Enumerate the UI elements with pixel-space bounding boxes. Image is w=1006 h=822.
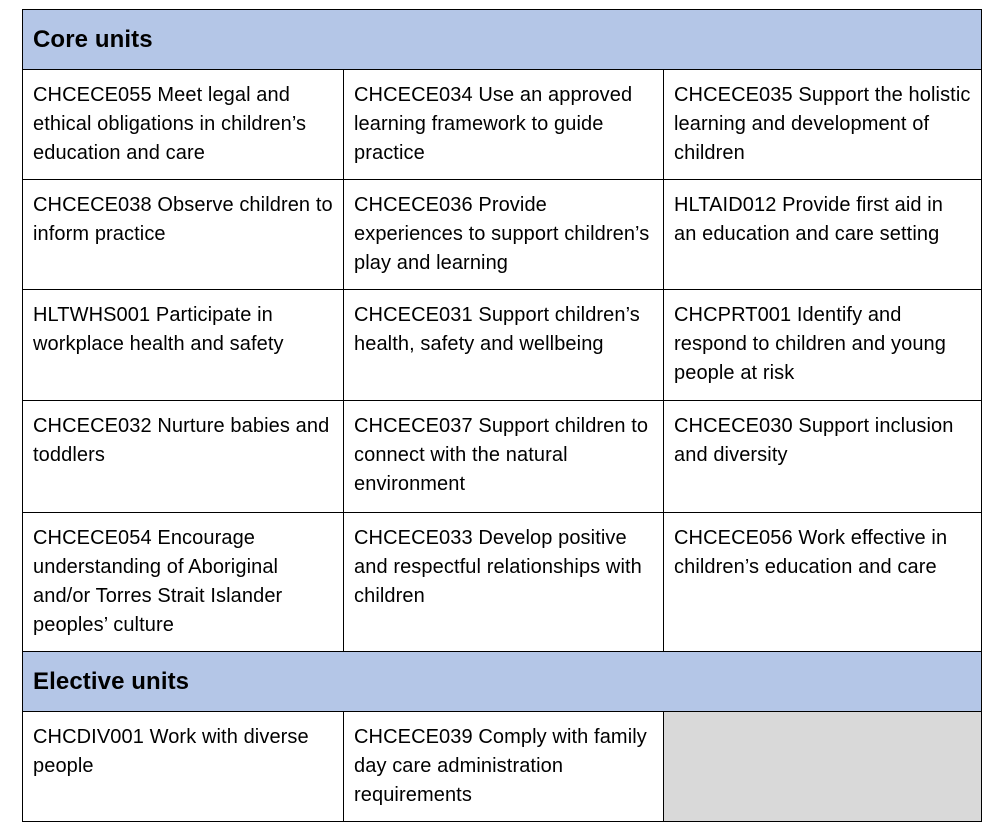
unit-cell: HLTAID012 Provide first aid in an education and care setting (664, 180, 982, 290)
table-row (23, 290, 982, 401)
unit-cell: CHCECE034 Use an approved learning framework to guide practice (344, 70, 664, 180)
table-row (23, 401, 982, 513)
table-row (23, 70, 982, 180)
table-row (23, 712, 982, 822)
unit-cell: CHCECE032 Nurture babies and toddlers (23, 401, 344, 513)
unit-cell: CHCECE036 Provide experiences to support children’s play and learning (344, 180, 664, 290)
unit-cell: CHCECE038 Observe children to inform practice (23, 180, 344, 290)
unit-cell: CHCPRT001 Identify and respond to children and young people at risk (664, 290, 982, 401)
core-units-heading: Core units (23, 10, 982, 70)
unit-cell: CHCDIV001 Work with diverse people (23, 712, 344, 822)
unit-cell: CHCECE030 Support inclusion and diversity (664, 401, 982, 513)
core-units-header-row (23, 10, 982, 70)
unit-cell: CHCECE055 Meet legal and ethical obligations in children’s education and care (23, 70, 344, 180)
units-table (22, 9, 982, 822)
unit-cell: CHCECE056 Work effective in children’s education and care (664, 513, 982, 652)
unit-cell: CHCECE039 Comply with family day care administration requirements (344, 712, 664, 822)
unit-cell: CHCECE037 Support children to connect with the natural environment (344, 401, 664, 513)
unit-cell: CHCECE035 Support the holistic learning and development of children (664, 70, 982, 180)
empty-shaded-cell (664, 712, 982, 822)
unit-cell: CHCECE031 Support children’s health, safety and wellbeing (344, 290, 664, 401)
unit-cell: CHCECE033 Develop positive and respectful relationships with children (344, 513, 664, 652)
table-row (23, 513, 982, 652)
unit-cell: HLTWHS001 Participate in workplace health and safety (23, 290, 344, 401)
elective-units-heading: Elective units (23, 652, 982, 712)
table-row (23, 180, 982, 290)
elective-units-header-row (23, 652, 982, 712)
unit-cell: CHCECE054 Encourage understanding of Aboriginal and/or Torres Strait Islander peoples’ culture (23, 513, 344, 652)
